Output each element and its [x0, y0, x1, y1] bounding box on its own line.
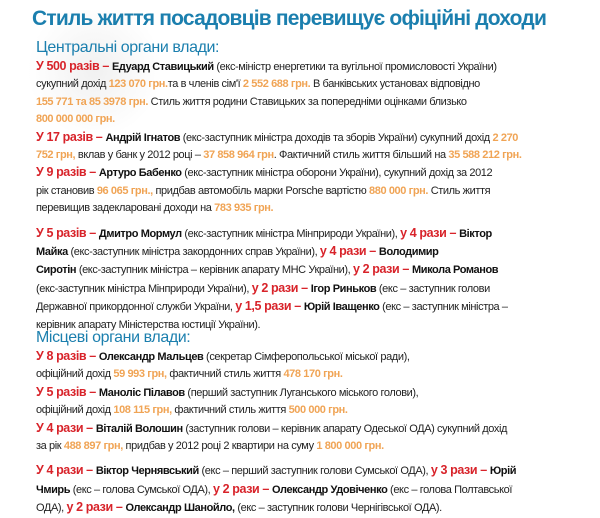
official-name: Олександр Шанойло,	[125, 502, 235, 515]
section-local-authorities	[36, 328, 592, 518]
amount: 59 993 грн,	[113, 368, 167, 381]
ratio-highlight: у 4 рази –	[400, 225, 460, 240]
official-name: Віталій Волошин	[95, 422, 183, 435]
official-name: Дмитро Мормул	[98, 227, 182, 240]
text: (екс-заступник міністра – керівник апарату МНС України),	[76, 264, 353, 277]
paragraph	[36, 164, 592, 217]
text: Державної прикордонної служби України,	[36, 301, 236, 314]
text: придбав у 2012 році 2 квартири на суму	[122, 440, 317, 453]
ratio-highlight: У 5 разів –	[36, 384, 99, 399]
official-name: Віктор	[459, 227, 492, 240]
ratio-highlight: у 2 рази –	[213, 481, 272, 496]
text: (заступник голови – керівник апарату Одеської ОДА) сукупний дохід	[182, 422, 508, 435]
amount: 752 грн,	[36, 149, 76, 162]
text: керівник апарату Міністерства юстиції України).	[36, 318, 261, 331]
section-body	[36, 348, 592, 518]
paragraph	[36, 455, 592, 462]
amount: 488 897 грн,	[63, 440, 123, 453]
official-name: Артуро Бабенко	[98, 167, 182, 180]
ratio-highlight: У 8 разів –	[36, 349, 99, 363]
section-heading: Місцеві органи влади:	[36, 329, 191, 346]
paragraph	[36, 462, 592, 517]
ratio-highlight: у 2 рази –	[66, 500, 126, 515]
official-name: Микола Романов	[411, 264, 499, 277]
text: (екс-заступник міністра доходів та зборів України) сукупний дохід	[180, 131, 493, 144]
amount: 35 588 212 грн.	[448, 149, 522, 162]
text: . Фактичний стиль життя більший на	[273, 149, 449, 162]
ratio-highlight: у 4 рази –	[319, 244, 379, 259]
amount: 800 000 000 грн.	[36, 113, 115, 126]
paragraph	[36, 420, 592, 456]
amount: 880 000 грн.	[369, 184, 429, 197]
text: придбав автомобіль марки Porsche вартістю	[152, 184, 370, 197]
paragraph	[36, 218, 592, 225]
ratio-highlight: у 3 рази –	[430, 463, 490, 478]
text: (екс-заступник міністра Мінприроди України),	[181, 227, 401, 240]
text: Стиль життя родини Ставицьких за попередніми оцінками близько	[148, 95, 467, 108]
ratio-highlight: У 5 разів –	[36, 225, 99, 240]
text: Стиль життя	[428, 184, 491, 197]
paragraph	[36, 58, 592, 129]
amount: 123 070 грн.	[108, 78, 168, 91]
text: фактичний стиль життя	[166, 368, 284, 381]
amount: 108 115 грн,	[113, 404, 172, 417]
ratio-highlight: У 9 разів –	[36, 165, 99, 180]
official-name: Юрій	[489, 465, 517, 478]
official-name: Віктор Чернявський	[95, 465, 199, 478]
text: (екс – голова Сумської ОДА),	[70, 483, 213, 496]
text: вклав у банк у 2012 році –	[75, 149, 204, 162]
amount: 783 935 грн.	[214, 202, 274, 215]
paragraph	[36, 384, 592, 420]
text: перевищив задекларовані доходи на	[36, 202, 215, 215]
paragraph	[36, 348, 592, 384]
official-name: Чмирь	[36, 483, 71, 496]
text: (екс – перший заступник голови Сумської ОДА),	[198, 465, 431, 478]
text: (екс-заступник міністра закордонних справ України),	[67, 246, 320, 259]
text: (екс – заступник голови	[376, 282, 490, 295]
official-name: Майка	[36, 246, 68, 259]
text: (екс – голова Полтавської	[387, 483, 513, 496]
amount: 96 065 грн.,	[96, 184, 153, 197]
official-name: Олександр Удовіченко	[272, 483, 388, 496]
page-title: Стиль життя посадовців перевищує офіційні доходи	[32, 7, 547, 30]
amount: 2 270	[492, 131, 519, 144]
text: сукупний дохід	[36, 78, 109, 91]
amount: 1 800 000 грн.	[316, 440, 384, 453]
ratio-highlight: У 17 разів –	[36, 129, 106, 144]
official-name: Володимир	[378, 246, 439, 259]
ratio-highlight: У 4 рази –	[36, 420, 96, 435]
text: та в членів сім'ї	[167, 78, 243, 91]
text: ОДА),	[36, 502, 67, 515]
section-central-authorities	[36, 38, 592, 334]
text: В банківських установах відповідно	[310, 78, 480, 91]
amount: 37 858 964 грн	[203, 149, 274, 162]
text: рік становив	[36, 184, 97, 197]
text: (екс – заступник голови Чернігівської ОДА).	[234, 502, 442, 515]
official-name: Андрій Ігнатов	[105, 131, 181, 144]
amount: 478 170 грн.	[283, 368, 343, 381]
ratio-highlight: у 2 рази –	[251, 280, 311, 295]
official-name: Юрій Іващенко	[303, 301, 380, 314]
section-heading: Центральні органи влади:	[36, 39, 220, 56]
text: офіційний дохід	[36, 368, 114, 381]
ratio-highlight: У 500 разів –	[36, 59, 112, 73]
amount: 2 552 688 грн.	[242, 78, 311, 91]
text: (перший заступник Луганського міського голови),	[184, 386, 419, 399]
text: (екс – заступник міністра –	[379, 301, 508, 314]
section-body	[36, 58, 592, 334]
text: (екс-заступник міністра Мінприроди України),	[36, 282, 252, 295]
amount: 155 771 та 85 3978 грн.	[36, 95, 148, 108]
ratio-highlight: У 4 рази –	[36, 463, 96, 478]
text: (секретар Сімферопольської міської ради),	[203, 351, 410, 363]
official-name: Едуард Ставицький	[112, 61, 214, 73]
ratio-highlight: у 2 рази –	[352, 262, 412, 277]
paragraph	[36, 225, 592, 334]
official-name: Олександр Мальцев	[98, 351, 204, 363]
text: (екс-міністр енергетики та вугільної промисловості України)	[213, 61, 497, 73]
text: фактичний стиль життя	[171, 404, 289, 417]
text: за рік	[36, 440, 64, 453]
text: (екс-заступник міністра оборони України), сукупний дохід за 2012	[181, 167, 493, 180]
ratio-highlight: у 1,5 рази –	[235, 299, 304, 314]
official-name: Маноліс Пілавов	[98, 386, 185, 399]
amount: 500 000 грн.	[288, 404, 348, 417]
official-name: Сиротін	[36, 264, 77, 277]
official-name: Ігор Риньков	[310, 282, 377, 295]
text: офіційний дохід	[36, 404, 114, 417]
paragraph	[36, 129, 592, 165]
